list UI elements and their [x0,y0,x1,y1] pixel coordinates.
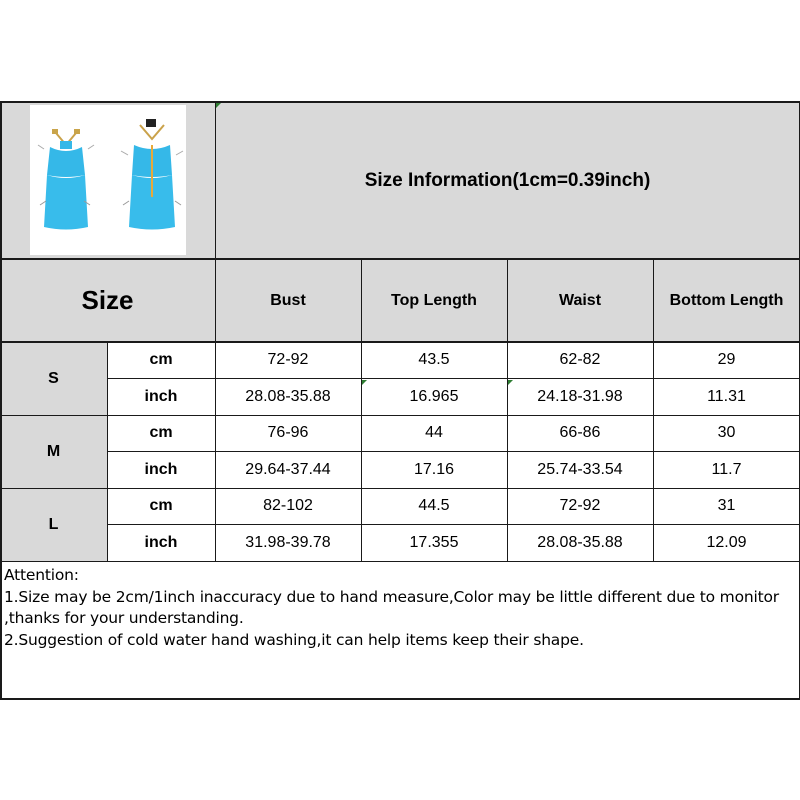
grid-line [107,524,800,525]
grid-line [0,258,800,260]
dress-front [38,129,94,230]
table-cell: 31.98-39.78 [245,533,331,551]
grid-line [107,378,800,379]
table-cell: 25.74-33.54 [537,460,623,478]
unit-inch: inch [144,460,178,478]
grid-line [0,341,800,343]
grid-line [107,451,800,452]
size-s-label: S [48,369,59,387]
table-cell: 16.965 [409,387,459,405]
grid-line [0,561,800,563]
cell-marker [362,380,367,385]
grid-line [361,259,362,562]
grid-line [0,415,800,417]
cell-marker [216,103,221,108]
table-cell: 28.08-35.88 [537,533,623,551]
table-cell: 12.09 [706,533,747,551]
unit-cm: cm [149,497,173,514]
cell-marker [508,380,513,385]
size-m-label: M [46,442,61,460]
table-cell: 11.7 [711,460,742,478]
column-header-bottom-length: Bottom Length [669,291,784,309]
grid-line [653,259,654,562]
table-cell: 62-82 [559,351,601,368]
unit-cm: cm [149,424,173,441]
column-header-top-length: Top Length [391,291,477,309]
grid-line [0,101,800,103]
table-cell: 44 [425,424,443,441]
notes-line: 2.Suggestion of cold water hand washing,it can help items keep their shape. [4,630,584,649]
size-l-label: L [48,515,59,533]
grid-line [0,101,2,700]
grid-line [0,698,800,700]
table-cell: 31 [717,497,736,514]
table-cell: 17.355 [409,533,459,551]
table-cell: 24.18-31.98 [537,387,623,405]
table-cell: 29.64-37.44 [245,460,331,478]
grid-line [107,342,109,562]
table-cell: 44.5 [418,497,450,514]
table-cell: 82-102 [263,497,313,514]
grid-line [215,101,217,562]
table-cell: 29 [717,351,736,368]
unit-inch: inch [144,387,178,405]
notes-line: ,thanks for your understanding. [4,609,244,627]
table-cell: 17.16 [413,460,455,478]
grid-line [507,259,508,562]
column-header-waist: Waist [558,291,602,309]
column-header-bust: Bust [270,291,306,309]
unit-cm: cm [149,351,173,368]
product-image [30,105,186,255]
table-cell: 76-96 [267,424,309,441]
unit-inch: inch [144,533,178,551]
table-cell: 66-86 [559,424,601,441]
grid-line [0,488,800,490]
table-cell: 11.31 [707,387,746,405]
table-cell: 30 [717,424,736,441]
dress-back [121,119,183,230]
table-cell: 43.5 [418,351,450,368]
table-cell: 72-92 [267,351,309,368]
dress-illustration [30,105,186,255]
table-cell: 28.08-35.88 [245,387,331,405]
notes-line: 1.Size may be 2cm/1inch inaccuracy due to hand measure,Color may be little different due to monitor [4,587,779,606]
notes-heading: Attention: [4,566,79,584]
table-title: Size Information(1cm=0.39inch) [364,169,651,191]
table-cell: 72-92 [559,497,601,514]
size-header: Size [81,285,134,315]
attention-notes [4,565,796,651]
